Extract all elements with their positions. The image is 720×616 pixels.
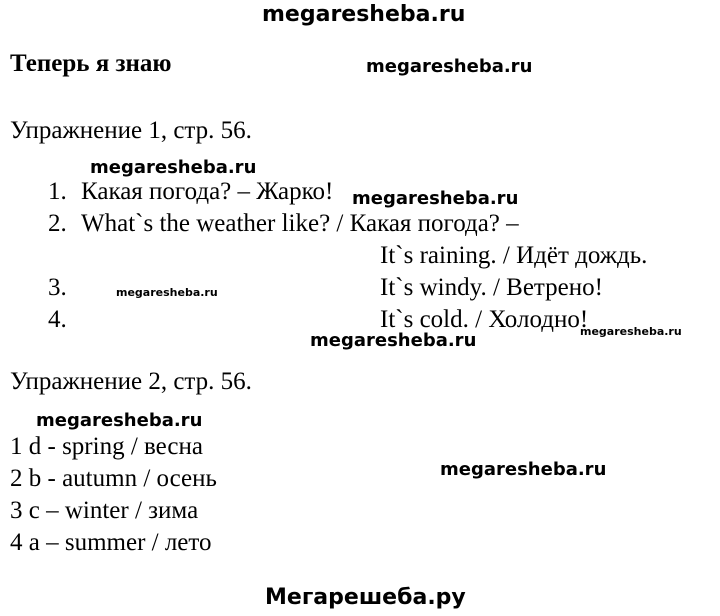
exercise2-item-3: 3 c – winter / зима (10, 497, 199, 524)
exercise2-title: Упражнение 2, стр. 56. (10, 368, 252, 395)
item-continuation: It`s raining. / Идёт дождь. (380, 242, 648, 269)
watermark-ex2-right: megaresheba.ru (440, 459, 607, 480)
watermark-item4-small: megaresheba.ru (580, 325, 682, 338)
watermark-above-ex2: megaresheba.ru (36, 410, 203, 431)
watermark-heading-right: megaresheba.ru (366, 56, 533, 77)
watermark-item3-small: megaresheba.ru (116, 286, 218, 299)
item-number: 2. (48, 210, 67, 237)
watermark-below-item4: megaresheba.ru (310, 330, 477, 351)
watermark-bottom: Мегарешеба.ру (265, 585, 466, 610)
item-number: 4. (48, 306, 67, 333)
item-text: It`s cold. / Холодно! (380, 306, 589, 333)
watermark-above-item1: megaresheba.ru (90, 157, 257, 178)
item-number: 3. (48, 274, 67, 301)
page-heading: Теперь я знаю (10, 50, 172, 77)
item-text: It`s windy. / Ветрено! (380, 274, 603, 301)
watermark-top: megaresheba.ru (262, 2, 466, 27)
watermark-after-item1: megaresheba.ru (352, 188, 519, 209)
item-text: What`s the weather like? / Какая погода? – (81, 210, 519, 237)
item-number: 1. (48, 178, 67, 205)
exercise2-item-2: 2 b - autumn / осень (10, 465, 217, 492)
exercise2-item-4: 4 a – summer / лето (10, 529, 212, 556)
exercise1-title: Упражнение 1, стр. 56. (10, 117, 252, 144)
item-text: Какая погода? – Жарко! (81, 178, 334, 205)
exercise2-item-1: 1 d - spring / весна (10, 433, 203, 460)
